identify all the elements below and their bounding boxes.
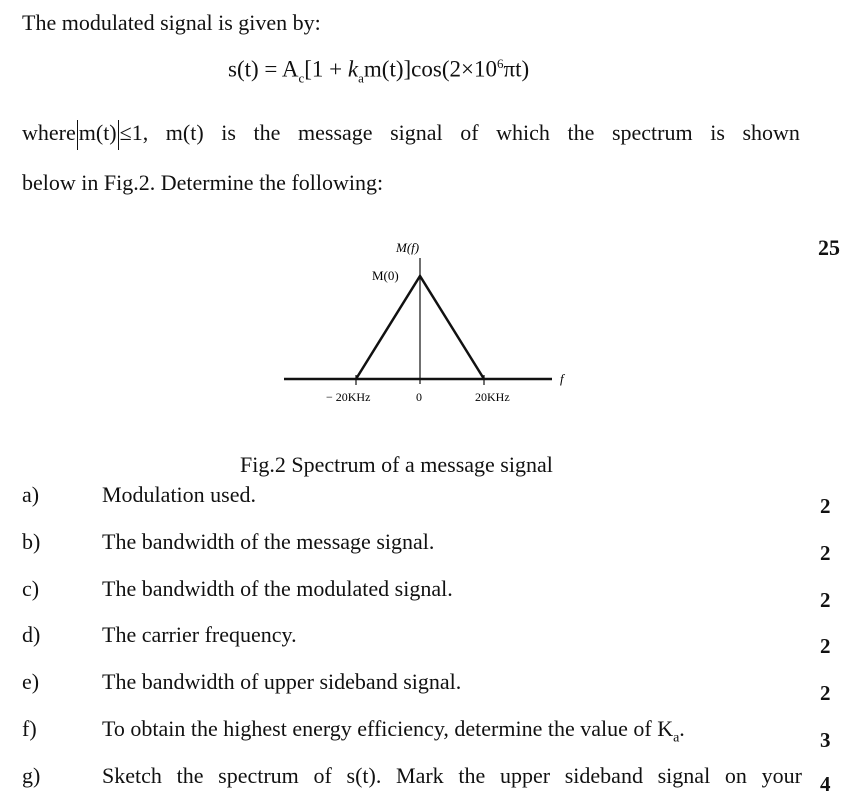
question-label-a: a)	[22, 482, 40, 507]
where-w5: the	[253, 120, 281, 145]
eq-exp: 6	[496, 56, 504, 71]
eq-equals: = A	[264, 56, 299, 82]
g-word: Sketch	[102, 763, 162, 788]
question-label-c: c)	[22, 576, 40, 601]
total-marks: 25	[818, 235, 840, 260]
tick-label-20: 20KHz	[475, 390, 510, 404]
g-word: Mark	[396, 763, 444, 788]
tick-label-neg20: − 20KHz	[326, 390, 371, 404]
question-marks-f: 3	[820, 728, 831, 752]
where-w8: of	[460, 120, 479, 145]
question-text-d: The carrier frequency.	[102, 622, 297, 647]
eq-sub-a: a	[358, 70, 364, 86]
question-label-g: g)	[22, 763, 41, 788]
where-w7: signal	[390, 120, 443, 145]
question-marks-d: 2	[820, 634, 831, 658]
question-marks-g: 4	[820, 772, 831, 796]
g-word: spectrum	[218, 763, 299, 788]
where-w11: spectrum	[611, 120, 693, 145]
question-marks-e: 2	[820, 681, 831, 705]
question-label-b: b)	[22, 529, 41, 554]
g-word: on	[724, 763, 747, 788]
where-w1: where m(t) ≤1,	[22, 120, 148, 150]
spectrum-figure	[270, 236, 590, 416]
where-w10: the	[567, 120, 595, 145]
question-label-f: f)	[22, 716, 37, 741]
modulation-equation	[228, 56, 529, 86]
eq-k: k	[347, 56, 359, 82]
question-text-a: Modulation used.	[102, 482, 256, 507]
question-label-e: e)	[22, 669, 40, 694]
peak-label: M(0)	[372, 268, 399, 283]
question-text-e: The bandwidth of upper sideband signal.	[102, 669, 462, 694]
eq-tail: πt)	[503, 56, 530, 82]
g-word: the	[176, 763, 204, 788]
g-word: of	[313, 763, 332, 788]
question-marks-b: 2	[820, 541, 831, 565]
g-word: the	[458, 763, 486, 788]
question-label-d: d)	[22, 622, 41, 647]
g-word: sideband	[564, 763, 643, 788]
question-marks-a: 2	[820, 494, 831, 518]
eq-sub-c: c	[298, 70, 305, 86]
g-word: upper	[499, 763, 551, 788]
g-word: signal	[657, 763, 711, 788]
where-w13: shown	[742, 120, 800, 145]
eq-mid: [1 +	[304, 56, 343, 82]
question-marks-c: 2	[820, 588, 831, 612]
where-w9: which	[496, 120, 550, 145]
below-text: below in Fig.2. Determine the following:	[22, 170, 384, 195]
where-w4: is	[221, 120, 236, 145]
where-line	[22, 120, 800, 150]
figure-caption: Fig.2 Spectrum of a message signal	[240, 452, 553, 477]
eq-rest: m(t)]cos(2×10	[363, 56, 497, 82]
where-w6: message	[298, 120, 373, 145]
abs-m: m(t)	[78, 120, 117, 146]
tick-label-0: 0	[416, 390, 422, 404]
ka-subscript: a	[673, 730, 680, 746]
where-w3: m(t)	[165, 120, 204, 145]
g-word: your	[761, 763, 802, 788]
g-word: s(t).	[346, 763, 382, 788]
question-text-g	[102, 763, 802, 789]
where-w12: is	[710, 120, 725, 145]
question-text-b: The bandwidth of the message signal.	[102, 529, 435, 554]
question-text-c: The bandwidth of the modulated signal.	[102, 576, 453, 601]
y-label: M(f)	[396, 240, 420, 255]
question-text-f: To obtain the highest energy efficiency, determine the value of $K_a$.	[102, 716, 685, 746]
intro-text: The modulated signal is given by:	[22, 10, 321, 35]
eq-lhs: s(t)	[228, 56, 259, 82]
x-axis-label: f	[560, 371, 564, 386]
